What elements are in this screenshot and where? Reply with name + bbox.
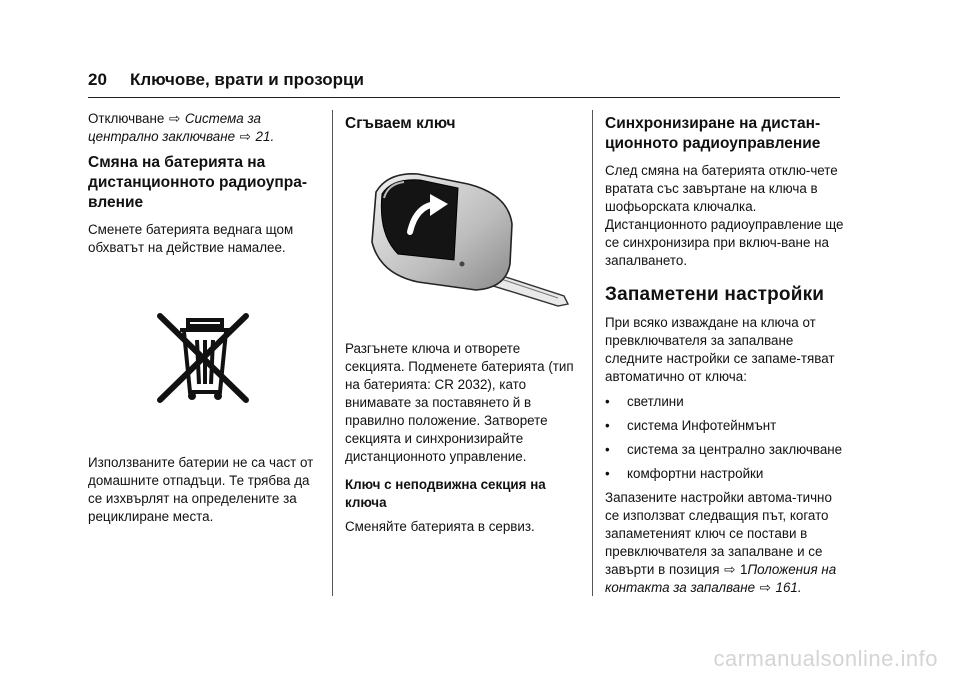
list-item: • система за централно заключване	[605, 442, 843, 457]
paragraph-fixed-key: Сменяйте батерията в сервиз.	[345, 519, 535, 534]
column-divider-2	[592, 110, 593, 596]
folding-key-illustration	[358, 164, 574, 314]
heading-remote-sync: Синхронизиране на дистан-ционното радиоуправление	[605, 115, 821, 152]
crossed-bin-icon	[150, 310, 260, 406]
heading-battery-replacement: Смяна на батерията на дистанционното радиоупра-вление	[88, 154, 308, 211]
reference-link[interactable]: Система за централно заключване	[88, 111, 261, 144]
header-rule	[88, 97, 840, 98]
reference-page[interactable]: 161	[775, 580, 798, 595]
heading-folding-key: Сгъваем ключ	[345, 115, 456, 132]
watermark: carmanualsonline.info	[713, 646, 938, 671]
reference-arrow-icon: ⇨	[168, 111, 181, 126]
reference-arrow-icon: ⇨	[239, 129, 251, 144]
reference-arrow-icon: ⇨	[724, 562, 736, 577]
page-title: Ключове, врати и прозорци	[130, 70, 364, 89]
list-item: • система Инфотейнмънт	[605, 418, 777, 433]
page-header	[88, 70, 840, 100]
reference-arrow-icon: ⇨	[759, 580, 771, 595]
list-item: • светлини	[605, 394, 684, 409]
reference-link[interactable]: Положения на контакта за запалване	[605, 562, 837, 595]
paragraph-remote-sync: След смяна на батерията отклю-чете вратата със завъртане на ключа в шофьорската ключалка. Дистанционното радиоуправление ще се синхронизира при включ-ване на запалването.	[605, 163, 844, 268]
reference-page[interactable]: 21	[255, 129, 271, 144]
paragraph-recall: Запазените настройки автома-тично се използват следващия път, когато запаметеният ключ се постави в превключвателя за запалване и се завърти в позиция ⇨ 1Положения на контакта за запалване ⇨ 161.	[605, 490, 837, 595]
heading-memorized-settings: Запаметени настройки	[605, 284, 825, 305]
paragraph-disposal: Използваните батерии не са част от домашните отпадъци. Те трябва да се изхвърлят на определените за рециклиране места.	[88, 455, 314, 524]
paragraph-folding-key: Разгънете ключа и отворете секцията. Подменете батерията (тип на батерията: CR 2032), като внимавате за поставянето й в правилно положение. Затворете секцията и синхронизирайте дистанционното управление.	[345, 341, 574, 464]
paragraph-battery: Сменете батерията веднага щом обхватът на действие намалее.	[88, 222, 294, 255]
list-item: • комфортни настройки	[605, 466, 764, 481]
column-3	[605, 110, 845, 604]
cross-reference: Отключване ⇨ Система за централно заключване ⇨ 21.	[88, 111, 275, 144]
heading-fixed-key: Ключ с неподвижна секция на ключа	[345, 477, 546, 510]
page-number: 20	[88, 70, 107, 89]
paragraph-memorized-settings: При всяко изваждане на ключа от превключвателя за запалване следните настройки се запаме-тяват автоматично от ключа:	[605, 315, 835, 384]
column-divider-1	[332, 110, 333, 596]
